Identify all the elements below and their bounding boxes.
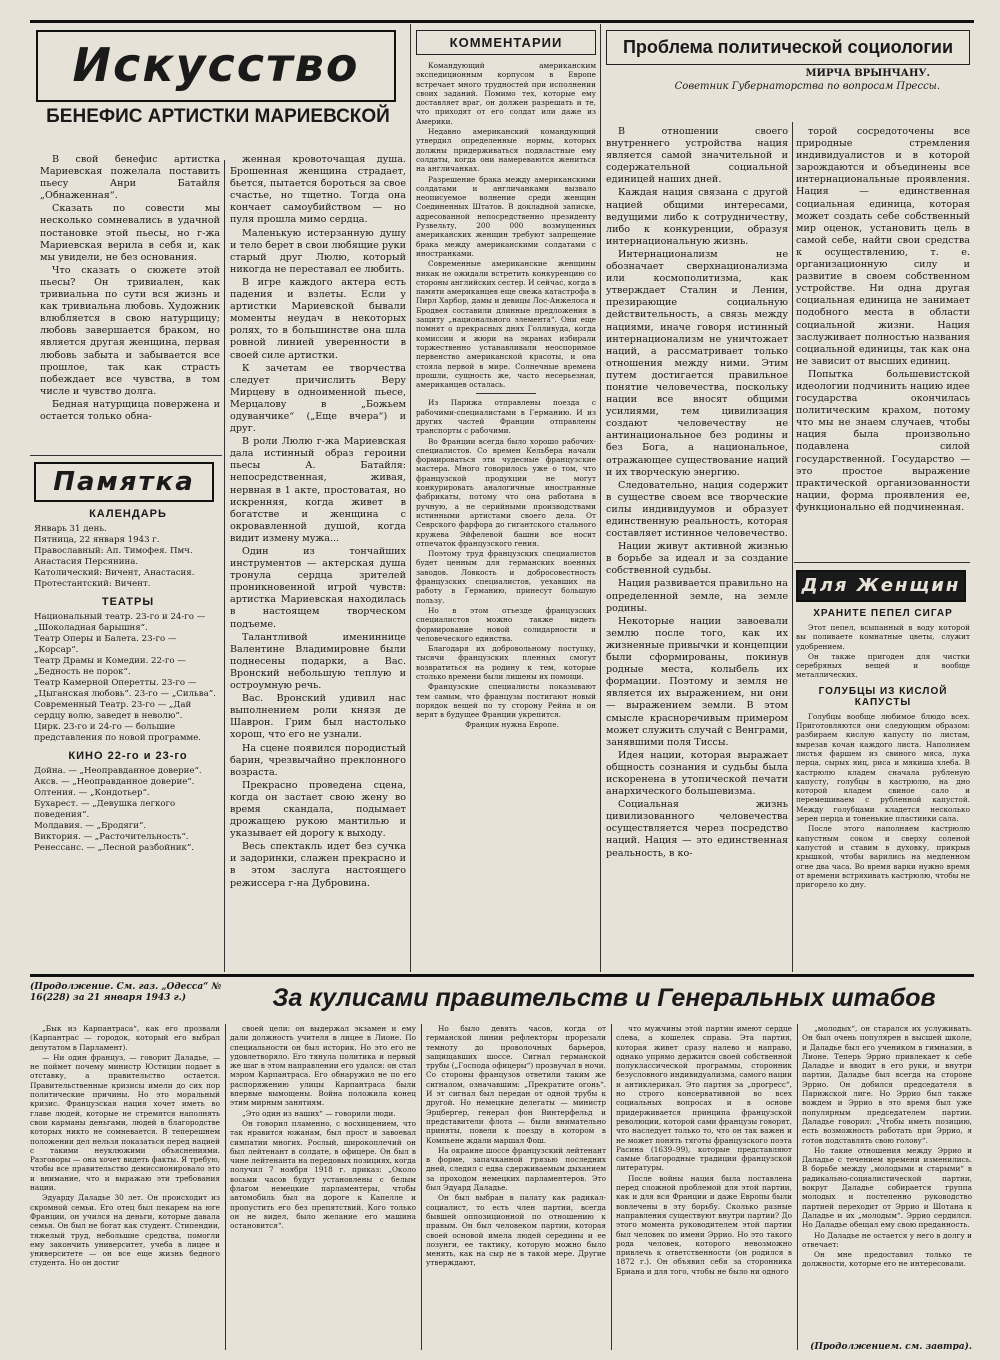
art-column-1 xyxy=(40,154,220,450)
column-divider xyxy=(797,1024,798,1350)
cinema-line: Виктория. — „Расточительность“. xyxy=(34,832,189,842)
politics-paragraph: Попытка большевистской идеологии подчинить нацию идее государства окончилась политическим крахом, потому что мы не знаем случаев, чтобы нация была произвольно подавлена силой государственной. Государство — это простое выражение практической организованности нации, форма проявления ее, функционально ей подчиненная. xyxy=(796,368,970,513)
bottom-paragraph: своей цели: он выдержал экзамен и ему дали должность учителя в лицее в Лионе. По специальности он был историк. Но это его не удовлетворяло. Его тянула политика и первый же шаг в этом направлении его удался: он стал мэром Карпантраса. Его обнаружил не по его распоряжению улицы Карпантраса были впервые вымощены. Война положила конец этим мирным занятиям. xyxy=(230,1024,416,1108)
bottom-paragraph: Но было девять часов, когда от германской линии рефлекторы прорезали темноту до проволочных барьеров, защищавших шоссе. Сигнал германской трубы („Господа офицеры“) прозвучал в ночи. Со стороны французов ответили таким же сигналом, означавшим: „Прекратите огонь“. И эт сигнал был передан от одной трубы к другой. Но немецкие делегаты — министр Эрцбергер, генерал фон Винтерфельд и представители флота — были внимательно приняты, повели к поезду в котором в Компьене ждали маршал Фош. xyxy=(426,1024,606,1145)
women-paragraph: Он также пригоден для чистки серебряных вещей и вообще металлических. xyxy=(796,651,970,680)
women-logo: Для Женщин xyxy=(796,570,966,602)
women-paragraph: После этого наполняем кастрюлю капустным соком и сверху соленой капустой и ставим в духовку, прикрыв крышкой, чтобы варились на медленном огне два часа. Во время варки нужно время от времени встряхивать кастрюлю, чтобы не пригорело ко дну. xyxy=(796,824,970,890)
bottom-intro xyxy=(30,982,230,1022)
comments-paragraph: Из Парижа отправлены поезда с рабочими-специалистами в Германию. И из других частей Франции отправлены транспорты с рабочими. xyxy=(416,398,596,436)
comments-paragraph: Франция нужна Европе. xyxy=(465,720,559,730)
bottom-paragraph: На окраине шоссе французский лейтенант в форме, запачканной грязью последних дней, следил с едва сдерживаемым дыханием за проходом немецких парламентеров. Это был Эдуард Даладье. xyxy=(426,1145,606,1193)
comments-paragraph: Поэтому труд французских специалистов будет ценным для германских военных заводов. Ловкость и добросовестность французских специалистов, уехавших на работу в Германию, принесут большую пользу. xyxy=(416,549,596,605)
art-paragraph: В свой бенефис артистка Мариевская пожелала поставить пьесу Анри Батайля „Обнаженная“. xyxy=(40,154,220,202)
bottom-headline: За кулисами правительств и Генеральных штабов xyxy=(272,984,936,1012)
art-paragraph: На сцене появился породистый барин, чрезвычайно преклонного возраста. xyxy=(230,742,406,778)
column-divider xyxy=(224,160,225,972)
column-divider xyxy=(421,1024,422,1350)
politics-paragraph: торой сосредоточены все природные стремления индивидуалистов и в которой зарождаются и объединены все интернациональные проявления. Нация — единственная социальная единица, которая может создать себе собственный мир оценок, установить цель в самой себе, найти свои средства к осуществлению, т. е. организационную силу и развитие в своем собственном устройстве. Ни одна другая социальная единица не занимает подобного места в области социальной жизни. Нация заслуживает полностью названия социальной единицы, так как она не зависит от высших единиц. xyxy=(796,126,970,367)
comments-paragraph: Французские специалисты показывают тем самым, что французы постигают новый порядок вещей по ту сторону Рейна и он верят в будущее Франции укрепится. xyxy=(416,682,596,720)
women-heading: ХРАНИТЕ ПЕПЕЛ СИГАР xyxy=(813,608,953,619)
cinema-line: Ренессанс. — „Лесной разбойник“. xyxy=(34,843,194,853)
politics-column-1 xyxy=(606,126,788,968)
theatre-line: Национальный театр. 23-го и 24-го — „Шоколадная барышня“. xyxy=(34,612,206,633)
comments-title: КОММЕНТАРИИ xyxy=(416,30,596,55)
politics-title: Проблема политической социологии xyxy=(606,30,970,65)
memo-logo: Памятка xyxy=(34,462,214,502)
politics-paragraph: Идея нации, которая выражает общность сознания и судьбы была искоренена в утопической печати анархического большевизма. xyxy=(606,749,788,798)
theatre-line: Современный Театр. 23-го — „Дай сердцу волю, заведет в неволю“. xyxy=(34,700,192,721)
politics-paragraph: Каждая нация связана с другой нацией общими интересами, ведущими либо к сотрудничеству, либо к конкуренции, образуя интернациональную жизнь. xyxy=(606,187,788,247)
calendar-title: КАЛЕНДАРЬ xyxy=(89,508,167,520)
bottom-column-1 xyxy=(30,1024,220,1350)
politics-header xyxy=(606,30,970,124)
comments-paragraph: Во Франции всегда было хорошо рабочих-специалистов. Со времен Кельбера начали формироваться эти чудесные французские мастера. Много говорилось уже о том, что французской продукции не могут конкурировать аналогичные иностранные фабрикаты, потому что она работана в ручную, а не серийными производствами истинными артистами своего дела. От Севрского фарфора до гигантского стального кружева Эйфелевой башни все носит отпечаток французского гения. xyxy=(416,436,596,548)
bottom-paragraph: — Ни один француз, — говорит Даладье, — не поймет почему министр Юстиции подает в отставку, а правительство остается. Правительственные кризисы имели до сих пор политические причины. Но это моральный кризис. Французская нация хочет иметь во главе людей, которые не стремятся наполнять свои карманы деньгами, людей в благородстве которых никто не сомневается. В теперешнем положении дел нельзя показаться перед нацией с такими неуклюжими объяснениями. Разговоры — она хочет видеть факты. Я требую, чтобы все правительство демиссионировало это и внимание, что и выражаю эти требования нации. xyxy=(30,1052,220,1193)
politics-paragraph: В отношении своего внутреннего устройства нация является самой значительной и содержательной социальной единицей наших дней. xyxy=(606,126,788,186)
bottom-paragraph: „Это один из наших“ — говорили люди. xyxy=(242,1108,396,1118)
art-logo: Искусство xyxy=(36,30,396,102)
theatre-line: Театр Драмы и Комедии. 22-го — „Бедность не порок“. xyxy=(34,656,186,677)
comments-paragraph: Но в этом отъезде французских специалистов можно также видеть формирование новой солидарности и человеческого единства. xyxy=(416,605,596,643)
art-paragraph: Бедная натурщица повержена и остается только обна- xyxy=(40,398,220,422)
cinema-line: Аксв. — „Неоправданное доверие“. xyxy=(34,777,195,787)
calendar-line: Протестантский: Вичент. xyxy=(34,579,151,589)
women-heading: ГОЛУБЦЫ ИЗ КИСЛОЙ КАПУСТЫ xyxy=(818,685,948,708)
top-rule xyxy=(30,20,974,23)
art-paragraph: В игре каждого актера есть падения и взлеты. Если у артистки Мариевской бывали моменты неудач в некоторых ролях, то в большинстве она шла ровной линией уверенности в своей силе артистки. xyxy=(230,276,406,361)
politics-role: Советник Губернаторства по вопросам Прессы. xyxy=(674,81,940,92)
calendar-line: Православный: Ап. Тимофея. Пмч. Анастасия Персянина. xyxy=(34,546,193,567)
comments-separator xyxy=(476,393,536,394)
column-divider xyxy=(225,1024,226,1350)
art-paragraph: К зачетам ее творчества следует причислить Веру Мирцеву в одноименной пьесе, Мерцалову в „Божьем одуванчике“ („Еще вчера“) и друг. xyxy=(230,362,406,435)
art-header xyxy=(30,30,406,130)
memo-section xyxy=(34,462,222,968)
comments-paragraph: Современные американские женщины никак не ожидали встретить конкуренцию со стороны английских сестер. И сейчас, когда в памяти американцев еще свежа катастрофа в Пирл Харбор, дамы и девицы Лос-Анжелоса и Бродвея составили длинные предложения в защиту „национального элемента“. Они еще помнят о прекрасных днях Голливуда, когда комиссии и жюри на экранах избирали торжественно устанавливали неоспоримое первенство американской красоты, и она стояла первой в мире. Солнечные времена прошли, сущность же, часто несерьезная, американцев осталась. xyxy=(416,259,596,390)
column-divider xyxy=(600,24,601,972)
cinema-line: Молдавия. — „Бродяги“. xyxy=(34,821,147,831)
politics-paragraph: Нация развивается правильно на определенной земле, на земле родины. xyxy=(606,578,788,614)
theatre-line: Театр Камерной Оперетты. 23-го — „Цыганская любовь“. 23-го — „Сильва“. xyxy=(34,678,216,699)
comments-paragraph: Командующий американским экспедиционным корпусом в Европе встречает много трудностей при исполнении своих заданий. Помимо тех, которые ему доставляет враг, он должен разрешать и те, что приходят от его солдат или даже из Америки. xyxy=(416,61,596,126)
bottom-paragraph: Он мне предоставил только те должности, которые его не интересовали. xyxy=(802,1250,972,1269)
bottom-column-5 xyxy=(802,1024,972,1330)
calendar-line: Январь 31 день. xyxy=(34,524,107,534)
column-divider xyxy=(792,122,793,972)
bottom-headline-box xyxy=(234,980,974,1024)
art-paragraph: Вас. Вронский удивил нас выполнением роли князя де Шаврон. Грим был настолько хорош, что его не узнали. xyxy=(230,693,406,741)
politics-author: МИРЧА ВРЫНЧАНУ. xyxy=(805,68,930,79)
column-divider xyxy=(611,1024,612,1350)
column-divider xyxy=(410,24,411,972)
art-paragraph: Весь спектакль идет без сучка и задоринки, слажен прекрасно и в этом заслуга настоящего режиссера г-на Дубровина. xyxy=(230,841,406,889)
art-paragraph: Сказать по совести мы несколько сомневались в удачной постановке этой пьесы, но г-жа Мариевская верила в себя и, как мы увидели, не без основания. xyxy=(40,203,220,263)
bottom-paragraph: Он говорил пламенно, с восхищением, что так нравится южанам, был прост и завоевал симпатии многих. Рослый, широкоплечий он был лейтенант в солдате, в офицере. Он был в чине лейтенанта на передовых позициях, когда получил 7 ноября 1918 г. приказ: „Около восьми часов будут установлены с белым флагом немецкие парламентеры, чтобы автомобиль был на дороге к Капелле и пропустить его без препятствий. Кого только он не видел, было желание его машина остановится“. xyxy=(230,1118,416,1231)
theatre-line: Цирк. 23-го и 24-го — большие представления по новой программе. xyxy=(34,722,202,743)
art-paragraph: Что сказать о сюжете этой пьесы? Он тривиален, как тривиальна по сути вся жизнь и как тривиальна любовь. Художник влюбляется в свою натурщицу; любовь завершается браком, но является другая женщина, первая любовь забыта и забывается все прошлое, так как страсть побеждает все чувства, в том числе и чувство долга. xyxy=(40,264,220,397)
art-paragraph: В роли Люлю г-жа Мариевская дала истинный образ героини пьесы А. Батайля: непосредственная, живая, нервная в 1 акте, простоватая, но искренняя, когда живет в богатстве и женщина с окровавленной душой, когда видит измену мужа... xyxy=(230,436,406,544)
bottom-column-3 xyxy=(426,1024,606,1350)
cinema-line: Бухарест. — „Девушка легкого поведения“. xyxy=(34,799,176,820)
bottom-paragraph: После войны нация была поставлена перед сложной проблемой для этой партии, как и для вся Франции и даже Европы были вовлечены в эту борьбу. Сколько разные направления существуют внутри партии? До этого момента руководителем этой партии был человек по имени Эррио. Но это такого рода человек, которого невозможно привлечь к ответственности (он родился в 1872 г.). Он объявил себя за сторонника Бриана и для того, чтобы не было ни одного xyxy=(616,1173,792,1276)
bottom-paragraph: „Бык из Карпантраса“, как его прозвали (Карпантрас — городок, который его выбрал депутатом в Парламент). xyxy=(30,1024,220,1052)
art-paragraph: Маленькую истерзанную душу и тело берет в свои любящие руки старый друг Люлю, который никогда не переставал ее любить. xyxy=(230,227,406,275)
theatre-line: Театр Оперы и Балета. 23-го — „Корсар“. xyxy=(34,634,177,655)
bottom-rule xyxy=(30,974,974,977)
bottom-column-4 xyxy=(616,1024,792,1350)
bottom-paragraph: Но такие отношения между Эррио и Даладье с течением времени изменились. В борьбе между „молодыми и старыми“ в радикально-социалистической партии, вокруг Даладье собирается группа молодых и постепенно руководство партией переходит от Эррио и Шотана к Даладье и их „молодым“. Эррио сердился. Но Даладье обещал ему свою преданность. xyxy=(802,1145,972,1230)
comments-paragraph: Недавно американский командующий утвердил определенные нормы, которых должны придерживаться подвластные ему солдаты, когда они намереваются жениться на англичанках. xyxy=(416,127,596,174)
politics-paragraph: Следовательно, нация содержит в существе своем все творческие силы индивидуумов и образует единственную реальность, которая составляет истинное человечество. xyxy=(606,479,788,540)
art-paragraph: Прекрасно проведена сцена, когда он застает свою жену во время скандала, подымает дрожащею рукою мантилью и указывает ей дорогу к выходу. xyxy=(230,779,406,840)
politics-paragraph: Социальная жизнь цивилизованного человечества осуществляется через посредство наций. Нация — это единственная реальность, в ко- xyxy=(606,799,788,859)
bottom-paragraph: что мужчины этой партии имеют сердце слева, а кошелек справа. Эта партия, которая живет сразу налево и направо, однако упрямо держится своей собственной полуклассической программы, сторонник безусловного индивидуализма, самого нации и антиклерикал. Это партия за „прогресс“, но строго консервативной во всех социальных вопросах и в основе придерживается принципа французской революции, которой сами французы говорят, что наследует только то, что он так важен и не может понять тяготы французского поэта Расина (1639–99), которые представляют самые благородные традиции французской литературы. xyxy=(616,1024,792,1173)
bottom-paragraph: Но Даладье не остается у него в долгу и отвечает: xyxy=(802,1230,972,1249)
art-column-2 xyxy=(230,154,406,966)
comments-paragraph: Благодаря их добровольному поступку, тысячи французских пленных смогут возвратиться на родину к тем, которые столько времени были лишены их помощи. xyxy=(416,644,596,681)
bottom-column-2 xyxy=(230,1024,416,1350)
art-paragraph: Талантливой имениннице Валентине Владимировне были поднесены подарки, а Вас. Вронский небольшую теплую и остроумную речь. xyxy=(230,631,406,692)
bottom-paragraph: Эдуарду Даладье 30 лет. Он происходит из скромной семьи. Его отец был пекарем на юге Франции, он учился на деньги, которые давала семья. Он был не богат как студент. Стипендии, тяжелый труд, небольшие средства, помогли ему закончить университет, учеба в лицее и университете — он все еще жизнь бедного студента. Но он достиг xyxy=(30,1193,220,1268)
bottom-paragraph: Он был выбран в палату как радикал-социалист, то есть член партии, всегда бывшей оппозиционной по отношению к правым. Он был человеком партии, которая своей основой имела людей середины и ее лозунги, ее тактику, которую можно было менять, как на сыр не в такой мере. Другие утверждают, xyxy=(426,1193,606,1268)
politics-paragraph: Некоторые нации завоевали землю после того, как их жизненные привычки и концепции были сформированы, покинув родные места, колыбель их формации. Поэтому и земля не является их выражением, ни они — выражением земли. В этом смысле красноречивым примером может служить случай с Венграми, занявшими поля Тиссы. xyxy=(606,615,788,748)
politics-paragraph: Нации живут активной жизнью в борьбе за идеал и за создание собственной судьбы. xyxy=(606,541,788,577)
calendar-line: Пятница, 22 января 1943 г. xyxy=(34,535,160,545)
politics-column-2 xyxy=(796,126,970,556)
bottom-intro-text: (Продолжение. См. газ. „Одесса“ № 16(228) за 21 января 1943 г.) xyxy=(30,982,222,1003)
art-paragraph: женная кровоточащая душа. Брошенная женщина страдает, бьется, пытается бороться за свое счастье, но тщетно. Тогда она кончает самоубийством — но пуля прошла мимо сердца. xyxy=(230,154,406,226)
cinema-title: КИНО 22-го и 23-го xyxy=(68,750,188,762)
comments-section xyxy=(416,30,596,968)
politics-paragraph: Интернационализм не обозначает сверхнационализма или космополитизма, как утверждает Сталин и Ленин, презирающие социальную действительность, а связь между нациями, иначе говоря истинный интернационализм не уничтожает наций, а рассматривает только отношения между ними. Этим путем достигается правильное понятие человечества, поскольку нации все вносят общими усилиями, тем цивилизация создают человечеству не антинациональное без родины и без Бога, а национальное, отражающее существование наций и их творческую энергию. xyxy=(606,248,788,478)
women-rule xyxy=(794,562,970,563)
calendar-line: Католический: Вичент, Анастасия. xyxy=(34,568,195,578)
women-section xyxy=(796,570,970,968)
art-headline: БЕНЕФИС АРТИСТКИ МАРИЕВСКОЙ xyxy=(46,106,390,127)
cinema-line: Олтения. — „Кондотьер“. xyxy=(34,788,150,798)
cinema-line: Дойна. — „Неоправданное доверие“. xyxy=(34,766,202,776)
art-paragraph: Один из тончайших инструментов — актерская душа тронула сердца зрителей проникновенной игрой чувств: артистка Мариевская находилась в настоящем творческом подъеме. xyxy=(230,546,406,630)
women-paragraph: Этот пепел, всыпанный в воду которой вы поливаете комнатные цветы, служит удобрением. xyxy=(796,623,970,651)
comments-paragraph: Разрешение брака между американскими солдатами и англичанками вызвало неописуемое волнение среди женщин Соединенных Штатов. В докладной записке, адресованной непосредственно президенту Рузвельту, 200 000 возмущенных американских женщин требуют запрещение брака между американскими солдатами с иностранками. xyxy=(416,174,596,258)
bottom-paragraph: „молодых“, он старался их услуживать. Он был очень популярен в высшей школе, и Даладье был его учеником в гимназии, в Лионе. Теперь Эррио привлекает к себе Даладье и вводит в его руки, и внутри партии, Даладье был всегда на стороне Эррио. Он добился председателя в Парижской лиге. Но Эррио был также вождем и Эррио в это время был уже популярным председателем партии. Даладье говорил: „Чтобы иметь позицию, есть возможность работать при Эррио, я готов подставлять свою голову“. xyxy=(802,1024,972,1145)
continued-note: (Продолжением. см. завтра). xyxy=(810,1342,972,1350)
memo-rule xyxy=(30,455,222,456)
theatres-title: ТЕАТРЫ xyxy=(101,596,155,608)
women-paragraph: Голубцы вообще любимое блюдо всех. Приготовляются они следующим образом: разбираем кислую капусту по листам, вырезав кочан каждого листа. Наполняем листья фаршем из свиного мяса, лука перца, сырых яиц, риса и мякиша хлеба. В кастрюлю кладем сначала рубленую капусту, голубцы в кастрюлю, на дно которой кладем свиное сало и перемешиваем с рубленной капустой. Между голубцами кладется несколько зерен перца и тоненькие пластинки сала. xyxy=(796,711,970,824)
bottom-continued xyxy=(802,1334,972,1350)
